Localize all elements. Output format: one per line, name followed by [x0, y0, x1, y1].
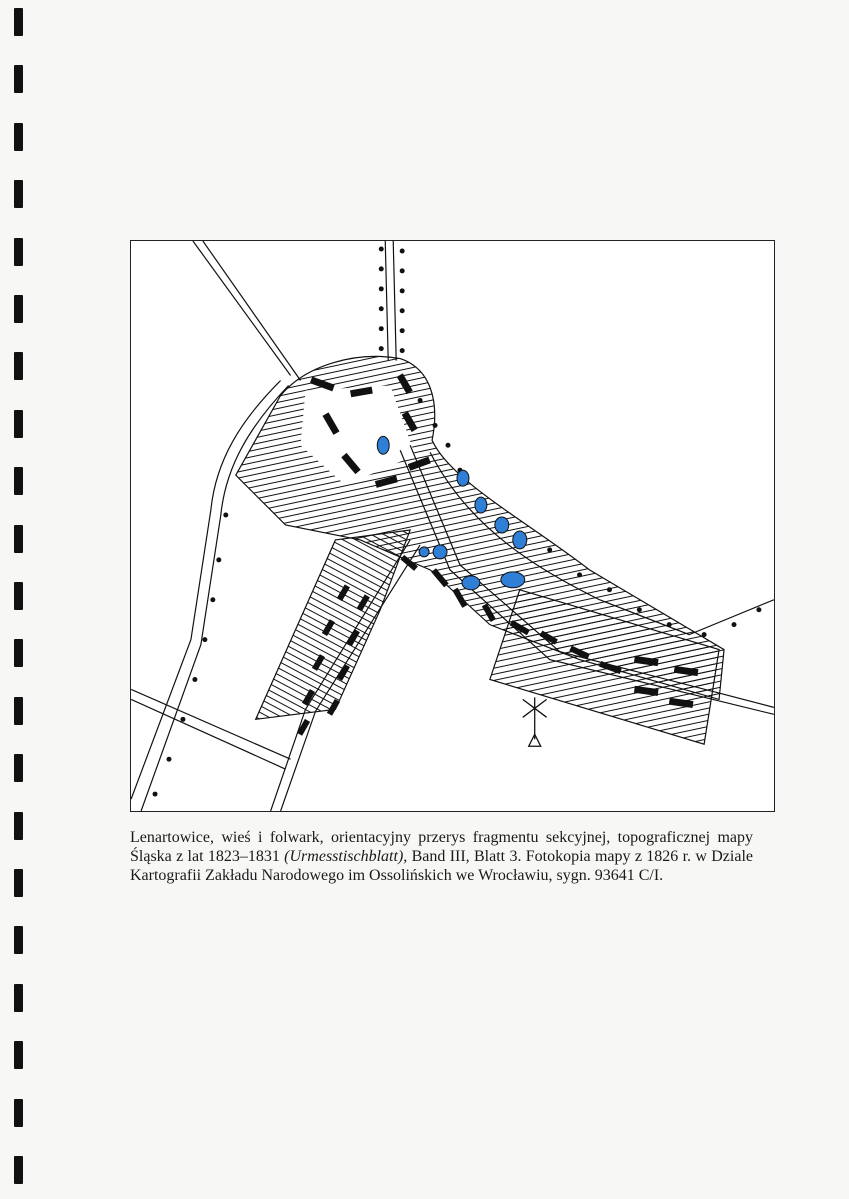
pond — [457, 470, 469, 486]
map-caption — [130, 828, 753, 885]
pond — [501, 572, 525, 588]
binding-hole — [14, 1041, 23, 1069]
binding-hole — [14, 180, 23, 208]
binding-hole — [14, 525, 23, 553]
binding-hole — [14, 984, 23, 1012]
north-arrow-icon — [523, 697, 547, 746]
caption-italic-title: (Urmesstischblatt), — [284, 848, 408, 865]
binding-hole — [14, 410, 23, 438]
pond — [475, 497, 487, 513]
binding-hole — [14, 812, 23, 840]
village-map — [131, 241, 774, 811]
binding-hole — [14, 238, 23, 266]
binding-hole — [14, 1156, 23, 1184]
binding-hole — [14, 295, 23, 323]
pond — [433, 545, 447, 559]
binding-hole — [14, 697, 23, 725]
binding-hole — [14, 869, 23, 897]
pond — [419, 547, 429, 557]
binding-hole — [14, 65, 23, 93]
caption-text-continued: Band III, Blatt 3. Fotokopia mapy z 1826 r. w Dziale Kartografii Zakładu Narodowego im Ossolińskich we Wrocławiu, sygn. 93641 C/I. — [130, 848, 754, 884]
pond — [513, 531, 527, 549]
binding-hole — [14, 754, 23, 782]
binding-hole — [14, 123, 23, 151]
pond — [377, 436, 389, 454]
spiral-binding — [0, 0, 40, 1199]
binding-hole — [14, 926, 23, 954]
binding-hole — [14, 352, 23, 380]
pond — [462, 576, 480, 590]
caption-text: Lenartowice, wieś i folwark, orientacyjny przerys fragmentu sekcyjnej, topograficznej mapy Śląska z lat 1823–1831 — [130, 829, 753, 865]
map-frame — [130, 240, 775, 812]
binding-hole — [14, 639, 23, 667]
binding-hole — [14, 8, 23, 36]
binding-hole — [14, 467, 23, 495]
binding-hole — [14, 582, 23, 610]
pond — [495, 517, 509, 533]
binding-hole — [14, 1099, 23, 1127]
